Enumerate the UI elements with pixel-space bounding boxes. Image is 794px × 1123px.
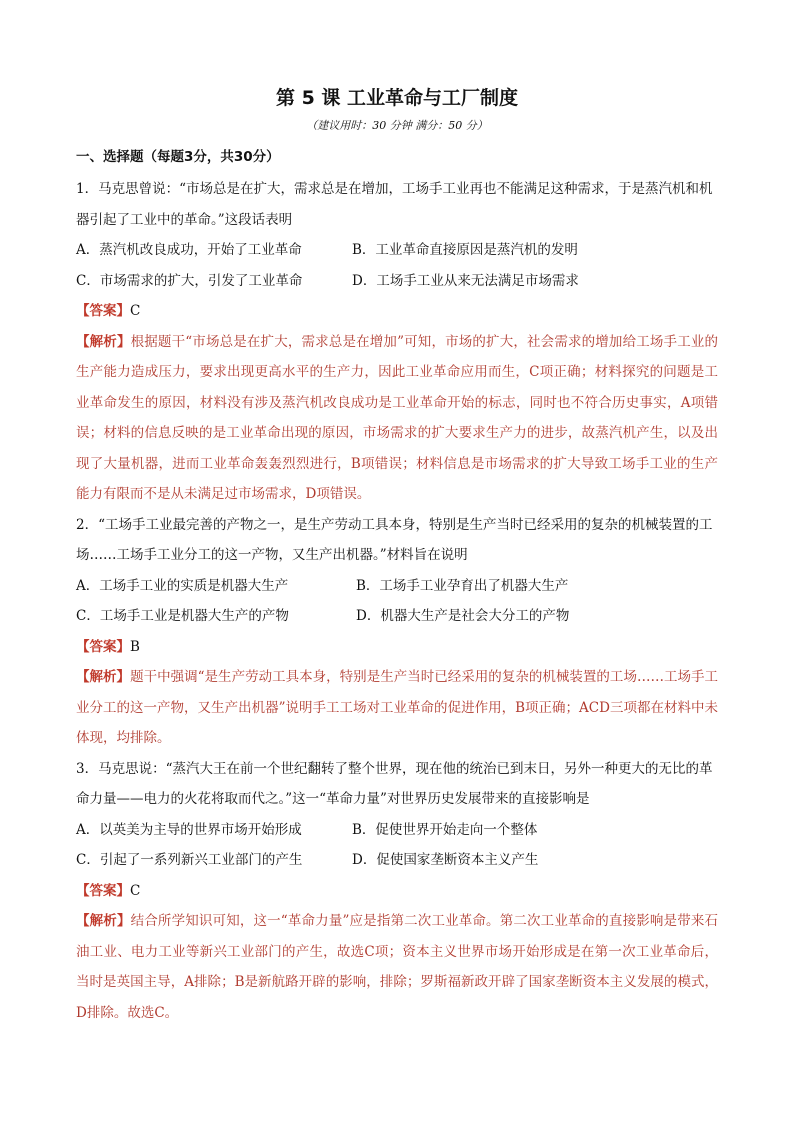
answer-line xyxy=(76,296,718,327)
question-3 xyxy=(76,754,718,1029)
options-row xyxy=(76,266,718,297)
analysis-tag: 【解析】 xyxy=(76,669,131,685)
answer-tag: 【答案】 xyxy=(76,303,130,319)
analysis-line xyxy=(76,327,718,510)
options-row xyxy=(76,815,718,846)
answer-value: C xyxy=(130,882,141,899)
option-c: C．引起了一系列新兴工业部门的产生 xyxy=(76,852,303,868)
answer-tag: 【答案】 xyxy=(76,638,130,655)
question-stem: 3．马克思说：“蒸汽大王在前一个世纪翻转了整个世界，现在他的统治已到末日，另外一种更大的无比的革命力量——电力的火花将取而代之。”这一“革命力量”对世界历史发展带来的直接影响是 xyxy=(76,760,713,807)
answer-value: C xyxy=(130,303,141,319)
answer-line xyxy=(76,876,718,907)
question-stem: 1．马克思曾说：“市场总是在扩大，需求总是在增加，工场手工业再也不能满足这种需求，于是蒸汽机和机器引起了工业中的革命。”这段话表明 xyxy=(76,181,713,228)
analysis-line xyxy=(76,662,718,754)
question-2 xyxy=(76,510,718,754)
analysis-line xyxy=(76,906,718,1028)
analysis-text: 根据题干“市场总是在扩大，需求总是在增加”可知，市场的扩大，社会需求的增加给工场手工业的生产能力造成压力，要求出现更高水平的生产力，因此工业革命应用而生，C项正确；材料探究的问题是工业革命发生的原因，材料没有涉及蒸汽机改良成功是工业革命开始的标志，同时也不符合历史事实，A项错误；材料的信息反映的是工业革命出现的原因，市场需求的扩大要求生产力的进步，故蒸汽机产生，以及出现了大量机器，进而工业革命轰轰烈烈进行，B项错误；材料信息是市场需求的扩大导致工场手工业的生产能力有限而不是从未满足过市场需求，D项错误。 xyxy=(76,333,719,502)
option-b: B．促使世界开始走向一个整体 xyxy=(352,821,538,838)
option-c: C．市场需求的扩大，引发了工业革命 xyxy=(76,272,303,289)
options-row xyxy=(76,845,718,876)
analysis-tag: 【解析】 xyxy=(76,333,131,350)
option-d: D．工场手工业从来无法满足市场需求 xyxy=(352,272,579,289)
section-heading: 一、选择题（每题3分，共30分） xyxy=(76,149,280,165)
page-subtitle: （建议用时：30 分钟 满分：50 分） xyxy=(306,119,488,132)
options-row xyxy=(76,571,718,602)
analysis-text: 题干中强调“是生产劳动工具本身，特别是生产当时已经采用的复杂的机械装置的工场……工场手工业分工的这一产物，又生产出机器”说明手工工场对工业革命的促进作用，B项正确；ACD三项都在材料中未体现，均排除。 xyxy=(76,669,719,746)
option-a: A．工场手工业的实质是机器大生产 xyxy=(76,577,289,594)
option-c: C．工场手工业是机器大生产的产物 xyxy=(76,608,289,624)
analysis-tag: 【解析】 xyxy=(76,913,131,929)
question-stem: 2．“工场手工业最完善的产物之一，是生产劳动工具本身，特别是生产当时已经采用的复杂的机械装置的工场……工场手工业分工的这一产物，又生产出机器。”材料旨在说明 xyxy=(76,516,713,563)
answer-value: B xyxy=(130,638,140,655)
option-a: A．蒸汽机改良成功，开始了工业革命 xyxy=(76,242,302,258)
option-a: A．以英美为主导的世界市场开始形成 xyxy=(76,821,302,838)
answer-line xyxy=(76,632,718,663)
options-row xyxy=(76,235,718,266)
option-b: B．工业革命直接原因是蒸汽机的发明 xyxy=(352,242,578,258)
option-b: B．工场手工业孕育出了机器大生产 xyxy=(356,577,569,594)
answer-tag: 【答案】 xyxy=(76,882,130,899)
option-d: D．机器大生产是社会大分工的产物 xyxy=(356,608,570,624)
options-row xyxy=(76,601,718,632)
option-d: D．促使国家垄断资本主义产生 xyxy=(352,852,539,868)
question-1 xyxy=(76,174,718,510)
analysis-text: 结合所学知识可知，这一“革命力量”应是指第二次工业革命。第二次工业革命的直接影响是带来石油工业、电力工业等新兴工业部门的产生，故选C项；资本主义世界市场开始形成是在第一次工业革命后，当时是英国主导，A排除；B是新航路开辟的影响，排除；罗斯福新政开辟了国家垄断资本主义发展的模式，D排除。故选C。 xyxy=(76,913,719,1021)
page-title: 第 5 课 工业革命与工厂制度 xyxy=(275,87,519,109)
